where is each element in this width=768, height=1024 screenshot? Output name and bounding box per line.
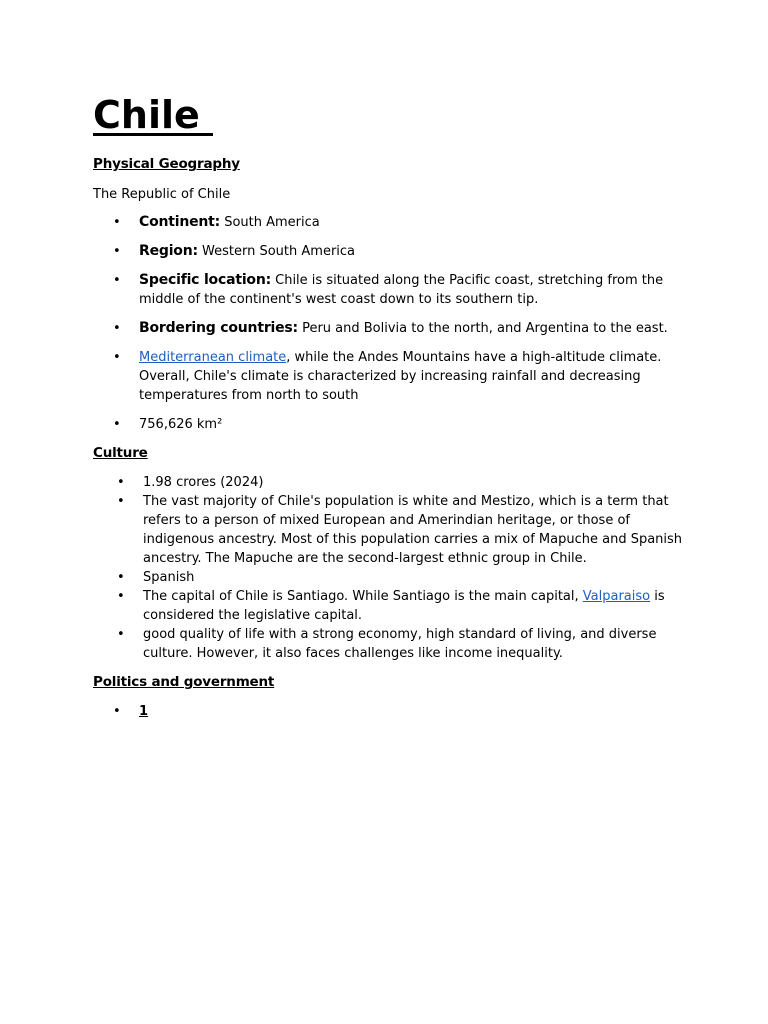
bullet-icon: • (117, 589, 125, 604)
document-page (93, 88, 683, 721)
specific-location-label: Specific location: (139, 272, 271, 288)
bullet-icon: • (117, 494, 125, 509)
list-item-continent (93, 213, 683, 232)
mediterranean-climate-link[interactable]: Mediterranean climate (139, 350, 287, 365)
capital-text-before: The capital of Chile is Santiago. While Santiago is the main capital, (143, 589, 583, 604)
bullet-icon: • (117, 570, 125, 585)
language-value: Spanish (143, 570, 195, 585)
specific-location-value: Chile is situated along the Pacific coast, stretching from the middle of the continent's west coast down to its southern tip. (139, 273, 664, 307)
list-item-ethnicity (93, 492, 683, 568)
region-label: Region: (139, 243, 198, 259)
list-item-politics-1 (93, 702, 683, 721)
culture-list (93, 473, 683, 663)
bullet-icon: • (113, 350, 121, 365)
bullet-icon: • (113, 417, 121, 432)
politics-list (93, 702, 683, 721)
list-item-bordering-countries (93, 319, 683, 338)
bullet-icon: • (113, 321, 121, 336)
climate-text: , while the Andes Mountains have a high-altitude climate. Overall, Chile's climate is characterized by increasing rainfall and decreasing temperatures from north to south (139, 350, 662, 403)
list-item-capital (93, 587, 683, 625)
culture-heading: Culture (93, 445, 148, 461)
continent-value: South America (220, 215, 320, 230)
quality-of-life-text: good quality of life with a strong economy, high standard of living, and diverse culture. However, it also faces challenges like income inequality. (143, 627, 657, 661)
list-item-population (93, 473, 683, 492)
bullet-icon: • (117, 627, 125, 642)
ethnicity-text: The vast majority of Chile's population is white and Mestizo, which is a term that refers to a person of mixed European and Amerindian heritage, or those of indigenous ancestry. Most of this population carries a mix of Mapuche and Spanish ancestry. The Mapuche are the second-largest ethnic group in Chile. (143, 494, 683, 566)
document-title: Chile (93, 93, 213, 137)
list-item-climate (93, 348, 683, 405)
list-item-language (93, 568, 683, 587)
list-item-area (93, 415, 683, 434)
bordering-countries-value: Peru and Bolivia to the north, and Argentina to the east. (297, 321, 668, 336)
bullet-icon: • (113, 273, 121, 288)
bullet-icon: • (113, 215, 121, 230)
bullet-icon: • (113, 704, 121, 719)
politics-heading: Politics and government (93, 674, 275, 690)
physical-geography-intro: The Republic of Chile (93, 187, 231, 202)
list-item-region (93, 242, 683, 261)
politics-section (93, 673, 683, 721)
capital-text-after: is considered the legislative capital. (143, 589, 665, 623)
bullet-icon: • (113, 244, 121, 259)
bullet-icon: • (117, 475, 125, 490)
valparaiso-link[interactable]: Valparaiso (582, 589, 651, 604)
list-item-specific-location (93, 271, 683, 309)
population-value: 1.98 crores (2024) (143, 475, 264, 490)
politics-item-value: 1 (139, 704, 149, 719)
physical-geography-section (93, 155, 683, 434)
bordering-countries-label: Bordering countries: (139, 320, 298, 336)
physical-geography-heading: Physical Geography (93, 156, 240, 172)
culture-section (93, 444, 683, 663)
area-value: 756,626 km² (139, 417, 223, 432)
region-value: Western South America (197, 244, 356, 259)
list-item-quality-of-life (93, 625, 683, 663)
physical-geography-list (93, 213, 683, 434)
continent-label: Continent: (139, 214, 221, 230)
